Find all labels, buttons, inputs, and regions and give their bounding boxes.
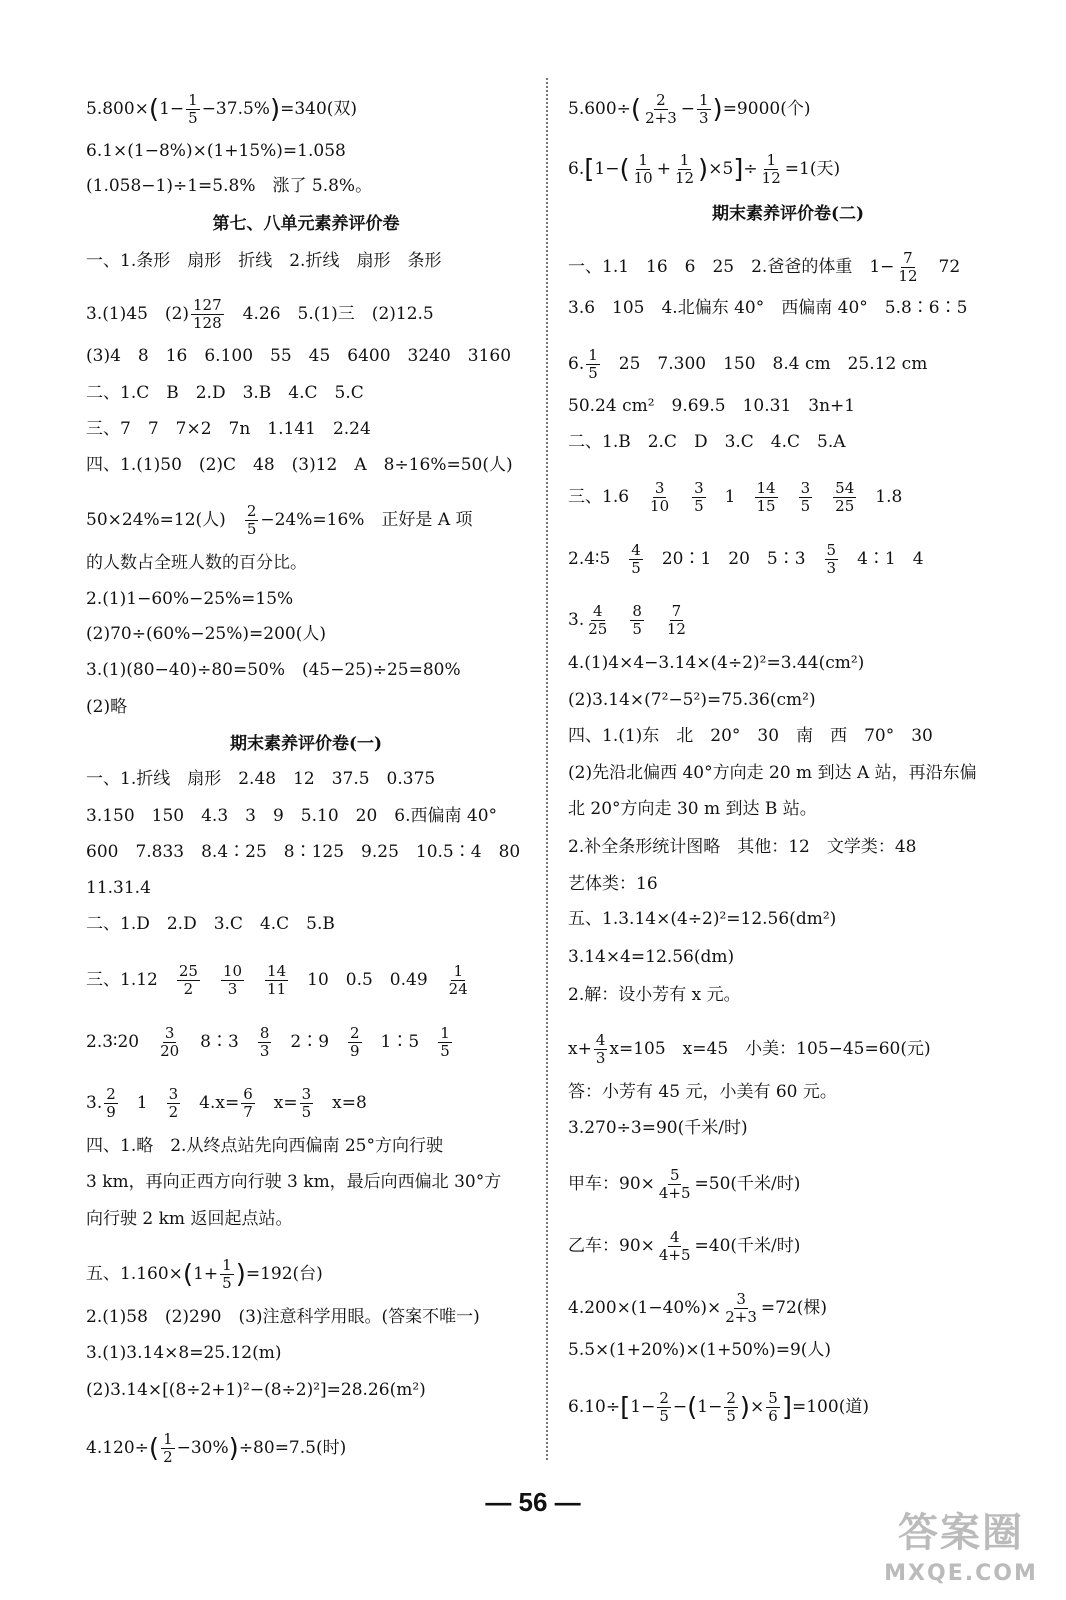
- page-number: — 56 —: [485, 1487, 581, 1517]
- answer-line: 6.10÷[1− $\frac{2}{5}$ −(1− $\frac{2}{5}$ )× $\frac{5}{6}$ ]=100(道): [568, 1389, 869, 1425]
- answer-line: 二、1.B 2.C D 3.C 4.C 5.A: [568, 432, 846, 452]
- column-divider: [546, 78, 548, 1460]
- answer-line: (2)先沿北偏西 40°方向走 20 m 到达 A 站，再沿东偏: [568, 763, 977, 783]
- answer-line: 3.(1)(80−40)÷80=50% (45−25)÷25=80%: [86, 660, 461, 680]
- answer-line: 6. $\frac{1}{5}$ 25 7.300 150 8.4 cm 25.12 cm: [568, 346, 928, 382]
- answer-line: 四、1.(1)东 北 20° 30 南 西 70° 30: [568, 726, 933, 746]
- answer-line: (2)略: [86, 697, 128, 717]
- answer-line: (2)3.14×(7²−5²)=75.36(cm²): [568, 690, 816, 710]
- watermark-domain: MXQE.COM: [884, 1561, 1038, 1586]
- answer-line: 2.3∶20 $\frac{3}{20}$ 8∶3 $\frac{8}{3}$ 2∶9 $\frac{2}{9}$ 1∶5 $\frac{1}{5}$: [86, 1024, 450, 1060]
- answer-line: 600 7.833 8.4∶25 8∶125 9.25 10.5∶4 80: [86, 842, 521, 862]
- answer-line: 的人数占全班人数的百分比。: [86, 553, 307, 573]
- answer-line: 3. $\frac{4}{25}$ $\frac{8}{5}$ $\frac{7}{12}$: [568, 602, 686, 638]
- answer-line: 3 km，再向正西方向行驶 3 km，最后向西偏北 30°方: [86, 1172, 502, 1192]
- answer-line: (2)3.14×[(8÷2+1)²−(8÷2)²]=28.26(m²): [86, 1380, 426, 1400]
- section-title: 第七、八单元素养评价卷: [212, 214, 400, 234]
- watermark-logo-text: 答案圈: [898, 1510, 1024, 1556]
- answer-line: 四、1.(1)50 (2)C 48 (3)12 A 8÷16%=50(人): [86, 455, 513, 475]
- answer-line: 11.31.4: [86, 878, 151, 898]
- answer-line: 2.4∶5 $\frac{4}{5}$ 20∶1 20 5∶3 $\frac{5}{3}$ 4∶1 4: [568, 541, 924, 577]
- answer-line: 3.(1)45 (2) $\frac{127}{128}$ 4.26 5.(1)三 (2)12.5: [86, 296, 434, 332]
- answer-line: 三、7 7 7×2 7n 1.141 2.24: [86, 419, 371, 439]
- answer-line: 一、1.1 16 6 25 2.爸爸的体重 1− $\frac{7}{12}$ 72: [568, 249, 961, 285]
- answer-line: 甲车：90× $\frac{5}{4+5}$ =50(千米/时): [568, 1166, 801, 1202]
- answer-line: 3.6 105 4.北偏东 40° 西偏南 40° 5.8∶6∶5: [568, 298, 968, 318]
- answer-line: 三、1.12 $\frac{25}{2}$ $\frac{10}{3}$ $\frac{14}{11}$ 10 0.5 0.49 $\frac{1}{24}$: [86, 962, 468, 998]
- answer-line: (2)70÷(60%−25%)=200(人): [86, 624, 326, 644]
- answer-line: 向行驶 2 km 返回起点站。: [86, 1209, 293, 1229]
- answer-line: 50.24 cm² 9.69.5 10.31 3n+1: [568, 396, 856, 416]
- answer-line: 乙车：90× $\frac{4}{4+5}$ =40(千米/时): [568, 1228, 801, 1264]
- answer-line: 5.600÷( $\frac{2}{2+3}$ − $\frac{1}{3}$ )=9000(个): [568, 91, 811, 127]
- answer-line: 三、1.6 $\frac{3}{10}$ $\frac{3}{5}$ 1 $\frac{14}{15}$ $\frac{3}{5}$ $\frac{54}{25}$ 1.8: [568, 479, 903, 515]
- answer-line: 3.(1)3.14×8=25.12(m): [86, 1343, 282, 1363]
- answer-line: (1.058−1)÷1=5.8% 涨了 5.8%。: [86, 176, 373, 196]
- answer-line: 2.(1)58 (2)290 (3)注意科学用眼。(答案不唯一): [86, 1307, 480, 1327]
- answer-line: 3.270÷3=90(千米/时): [568, 1118, 748, 1138]
- answer-line: 五、1.160×(1+ $\frac{1}{5}$ )=192(台): [86, 1256, 323, 1292]
- answer-line: 2.补全条形统计图略 其他：12 文学类：48: [568, 837, 917, 857]
- answer-line: 答：小芳有 45 元，小美有 60 元。: [568, 1082, 837, 1102]
- answer-line: 50×24%=12(人) $\frac{2}{5}$ −24%=16% 正好是 A 项: [86, 502, 473, 538]
- answer-line: 2.解：设小芳有 x 元。: [568, 985, 741, 1005]
- answer-line: 艺体类：16: [568, 874, 658, 894]
- answer-line: 北 20°方向走 30 m 到达 B 站。: [568, 799, 817, 819]
- answer-line: 五、1.3.14×(4÷2)²=12.56(dm²): [568, 909, 837, 929]
- answer-line: 6.[1−( $\frac{1}{10}$ + $\frac{1}{12}$ )×5]÷ $\frac{1}{12}$ =1(天): [568, 151, 841, 187]
- answer-line: 二、1.D 2.D 3.C 4.C 5.B: [86, 914, 335, 934]
- answer-line: 4.(1)4×4−3.14×(4÷2)²=3.44(cm²): [568, 653, 865, 673]
- answer-line: 5.5×(1+20%)×(1+50%)=9(人): [568, 1340, 832, 1360]
- answer-line: 3. $\frac{2}{9}$ 1 $\frac{3}{2}$ 4.x= $\frac{6}{7}$ x= $\frac{3}{5}$ x=8: [86, 1085, 367, 1121]
- answer-line: 5.800×(1− $\frac{1}{5}$ −37.5%)=340(双): [86, 91, 358, 127]
- answer-line: 3.14×4=12.56(dm): [568, 947, 735, 967]
- answer-line: 6.1×(1−8%)×(1+15%)=1.058: [86, 141, 346, 161]
- answer-line: 一、1.条形 扇形 折线 2.折线 扇形 条形: [86, 251, 442, 271]
- answer-line: 4.120÷( $\frac{1}{2}$ −30%)÷80=7.5(时): [86, 1430, 347, 1466]
- answer-line: (3)4 8 16 6.100 55 45 6400 3240 3160: [86, 346, 512, 366]
- answer-line: 一、1.折线 扇形 2.48 12 37.5 0.375: [86, 769, 436, 789]
- section-title: 期末素养评价卷(二): [711, 204, 865, 224]
- answer-line: 2.(1)1−60%−25%=15%: [86, 589, 294, 609]
- watermark-logo: [866, 1505, 1056, 1600]
- answer-line: 3.150 150 4.3 3 9 5.10 20 6.西偏南 40°: [86, 806, 498, 826]
- answer-line: x+ $\frac{4}{3}$ x=105 x=45 小美：105−45=60(元): [568, 1031, 931, 1067]
- answer-line: 4.200×(1−40%)× $\frac{3}{2+3}$ =72(棵): [568, 1290, 828, 1326]
- answer-line: 四、1.略 2.从终点站先向西偏南 25°方向行驶: [86, 1136, 443, 1156]
- answer-line: 二、1.C B 2.D 3.B 4.C 5.C: [86, 383, 364, 403]
- section-title: 期末素养评价卷(一): [229, 734, 383, 754]
